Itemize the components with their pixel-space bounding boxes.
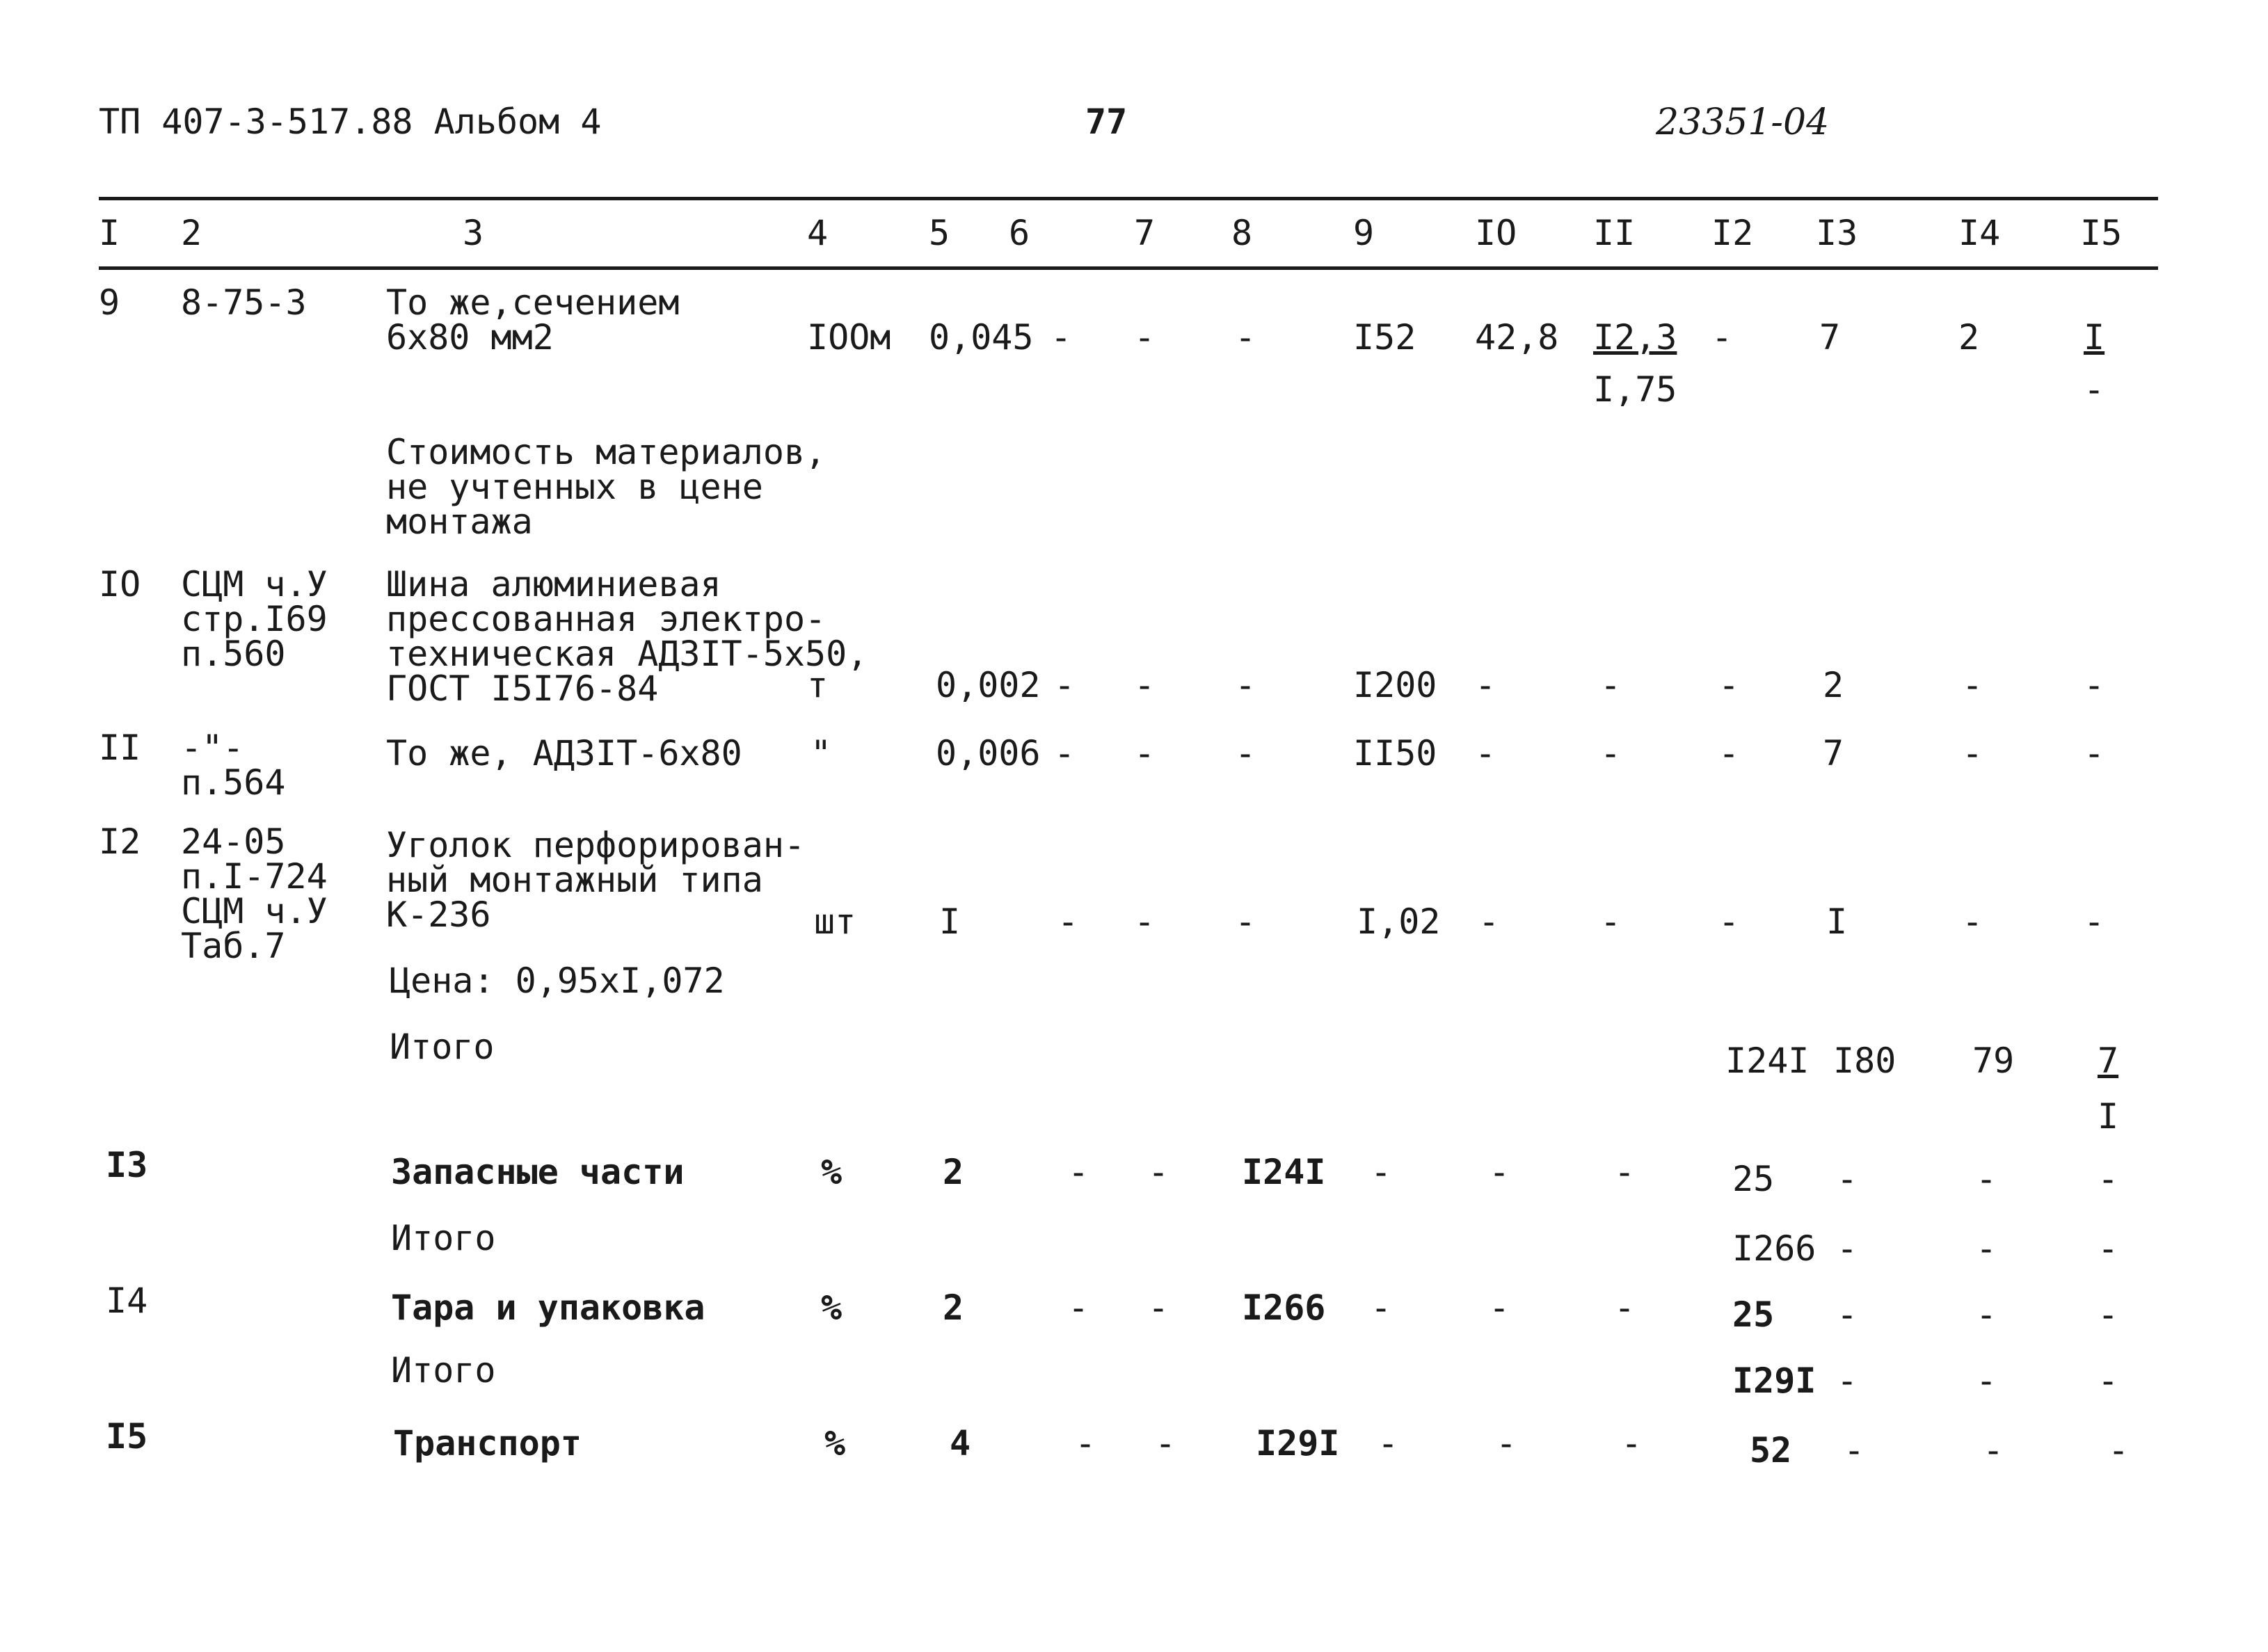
row-12-col15: - <box>2084 901 2105 942</box>
subtotal-1-col15-second: I <box>2098 1096 2119 1137</box>
subtotal-1-label: Итого <box>390 1027 495 1067</box>
row-15-col5: 4 <box>950 1423 971 1463</box>
column-header-10: IO <box>1475 213 1517 253</box>
document-reference: ТП 407-3-517.88 Альбом 4 <box>99 102 602 142</box>
row-15-col14: - <box>1983 1430 2004 1470</box>
row-15-col15: - <box>2108 1430 2130 1470</box>
subtotal-2-col12: I266 <box>1732 1228 1816 1269</box>
row-9-col10: 42,8 <box>1475 317 1559 358</box>
row-11-col13: 7 <box>1823 733 1844 773</box>
column-header-11: II <box>1593 213 1636 253</box>
column-header-9: 9 <box>1353 213 1375 253</box>
column-header-15: I5 <box>2080 213 2123 253</box>
row-12-col7: - <box>1134 901 1156 942</box>
column-header-14: I4 <box>1958 213 2001 253</box>
row-12-col11: - <box>1600 901 1622 942</box>
row-13-unit: % <box>821 1152 842 1192</box>
row-11-code: -"- п.564 <box>181 728 286 803</box>
row-14-col12: 25 <box>1732 1294 1775 1335</box>
column-header-12: I2 <box>1711 213 1754 253</box>
row-15-col12: 52 <box>1750 1430 1792 1470</box>
row-12-col12: - <box>1718 901 1740 942</box>
row-15-col13: - <box>1844 1430 1865 1470</box>
row-10-col6: - <box>1054 665 1076 705</box>
row-11-col12: - <box>1718 733 1740 773</box>
row-12-col13: I <box>1826 901 1848 942</box>
column-header-4: 4 <box>807 213 829 253</box>
row-10-col14: - <box>1962 665 1983 705</box>
row-10-number: IO <box>99 564 141 604</box>
row-13-col9: - <box>1371 1152 1392 1192</box>
subtotal-1-col14: 79 <box>1972 1041 2015 1081</box>
subtotal-3-col13: - <box>1837 1361 1858 1401</box>
row-9-col8: - <box>1235 317 1256 358</box>
row-12-description: Уголок перфорирован- ный монтажный типа К-236 <box>386 825 806 935</box>
row-9-col15: I <box>2084 317 2105 358</box>
row-10-col9: I200 <box>1353 665 1437 705</box>
column-header-3: 3 <box>463 213 484 253</box>
row-10-code: СЦМ ч.У стр.I69 п.560 <box>181 564 328 674</box>
row-15-col9: - <box>1377 1423 1399 1463</box>
row-9-col11-second: I,75 <box>1593 369 1677 410</box>
row-10-col15: - <box>2084 665 2105 705</box>
row-10-col13: 2 <box>1823 665 1844 705</box>
subtotal-3-label: Итого <box>391 1350 496 1390</box>
row-9-description: То же,сечением 6х80 мм2 <box>386 282 680 358</box>
inventory-number: 23351-04 <box>1656 102 1830 143</box>
row-12-col9: I,02 <box>1357 901 1441 942</box>
row-13-col10: - <box>1489 1152 1510 1192</box>
row-13-col11: - <box>1614 1152 1636 1192</box>
row-11-col9: II50 <box>1353 733 1437 773</box>
row-14-col8: I266 <box>1242 1288 1326 1328</box>
row-11-number: II <box>99 728 141 768</box>
row-14-col14: - <box>1976 1294 1997 1335</box>
subtotal-1-col15: 7 <box>2098 1041 2119 1081</box>
row-9-col5: 0,045 <box>929 317 1034 358</box>
row-9-col7: - <box>1134 317 1156 358</box>
row-14-col7: - <box>1148 1288 1169 1328</box>
row-11-col15: - <box>2084 733 2105 773</box>
row-10-unit: т <box>807 665 829 705</box>
row-14-col6: - <box>1068 1288 1089 1328</box>
row-12-unit: шт <box>814 901 856 942</box>
row-12-col10: - <box>1478 901 1500 942</box>
row-15-description: Транспорт <box>393 1423 582 1463</box>
row-12-col5: I <box>939 901 961 942</box>
column-header-5: 5 <box>929 213 950 253</box>
column-header-8: 8 <box>1231 213 1253 253</box>
row-9-code: 8-75-3 <box>181 282 307 323</box>
row-10-col8: - <box>1235 665 1256 705</box>
row-13-col6: - <box>1068 1152 1089 1192</box>
row-15-col6: - <box>1075 1423 1096 1463</box>
row-15-unit: % <box>824 1423 846 1463</box>
row-14-col15: - <box>2098 1294 2119 1335</box>
row-12-col14: - <box>1962 901 1983 942</box>
row-13-col12: 25 <box>1732 1159 1775 1199</box>
column-header-2: 2 <box>181 213 202 253</box>
row-11-col14: - <box>1962 733 1983 773</box>
price-note: Цена: 0,95хI,072 <box>390 961 725 1001</box>
row-13-col7: - <box>1148 1152 1169 1192</box>
subtotal-2-col14: - <box>1976 1228 1997 1269</box>
subtotal-1-col12: I24I <box>1725 1041 1810 1081</box>
subtotal-3-col15: - <box>2098 1361 2119 1401</box>
row-9-col13: 7 <box>1819 317 1841 358</box>
row-10-col5: 0,002 <box>936 665 1041 705</box>
row-10-col12: - <box>1718 665 1740 705</box>
row-15-col7: - <box>1155 1423 1176 1463</box>
subtotal-2-label: Итого <box>391 1218 496 1258</box>
table-header-rule <box>99 266 2158 270</box>
row-11-col11: - <box>1600 733 1622 773</box>
row-10-col11: - <box>1600 665 1622 705</box>
row-14-description: Тара и упаковка <box>391 1288 705 1328</box>
row-12-col6: - <box>1057 901 1079 942</box>
subtotal-2-col15: - <box>2098 1228 2119 1269</box>
row-15-col11: - <box>1621 1423 1643 1463</box>
column-header-7: 7 <box>1134 213 1156 253</box>
row-11-col7: - <box>1134 733 1156 773</box>
row-11-unit: " <box>810 733 832 773</box>
row-13-col15: - <box>2098 1159 2119 1199</box>
row-15-number: I5 <box>106 1416 148 1457</box>
column-header-13: I3 <box>1816 213 1858 253</box>
row-9-col6: - <box>1051 317 1072 358</box>
row-9-col9: I52 <box>1353 317 1416 358</box>
subtotal-2-col13: - <box>1837 1228 1858 1269</box>
row-9-unit: IOOм <box>807 317 891 358</box>
row-10-col10: - <box>1475 665 1496 705</box>
row-14-col10: - <box>1489 1288 1510 1328</box>
subtotal-3-col14: - <box>1976 1361 1997 1401</box>
row-14-col11: - <box>1614 1288 1636 1328</box>
row-9-col14: 2 <box>1958 317 1980 358</box>
row-13-col5: 2 <box>943 1152 964 1192</box>
row-11-col8: - <box>1235 733 1256 773</box>
row-11-col10: - <box>1475 733 1496 773</box>
materials-cost-note: Стоимость материалов, не учтенных в цене монтажа <box>386 432 826 542</box>
row-12-col8: - <box>1235 901 1256 942</box>
row-9-number: 9 <box>99 282 120 323</box>
row-13-col13: - <box>1837 1159 1858 1199</box>
subtotal-1-col13: I80 <box>1833 1041 1896 1081</box>
row-10-description: Шина алюминиевая прессованная электро- техническая АДЗIТ-5х50, ГОСТ I5I76-84 <box>386 564 868 709</box>
row-14-unit: % <box>821 1288 842 1328</box>
row-14-col5: 2 <box>943 1288 964 1328</box>
row-11-col5: 0,006 <box>936 733 1041 773</box>
row-12-number: I2 <box>99 821 141 862</box>
row-13-description: Запасные части <box>391 1152 685 1192</box>
column-header-6: 6 <box>1009 213 1030 253</box>
column-header-1: I <box>99 213 120 253</box>
row-14-number: I4 <box>106 1281 148 1321</box>
table-top-rule <box>99 197 2158 200</box>
row-14-col13: - <box>1837 1294 1858 1335</box>
row-11-col6: - <box>1054 733 1076 773</box>
row-13-col8: I24I <box>1242 1152 1326 1192</box>
row-11-description: То же, АДЗIТ-6х80 <box>386 733 742 773</box>
row-10-col7: - <box>1134 665 1156 705</box>
row-15-col8: I29I <box>1256 1423 1340 1463</box>
row-13-number: I3 <box>106 1145 148 1185</box>
row-13-col14: - <box>1976 1159 1997 1199</box>
row-9-col12: - <box>1711 317 1733 358</box>
page-number: 77 <box>1085 102 1128 142</box>
row-9-col15-second: - <box>2084 369 2105 410</box>
row-12-code: 24-05 п.I-724 СЦМ ч.У Таб.7 <box>181 821 328 966</box>
row-15-col10: - <box>1496 1423 1517 1463</box>
row-14-col9: - <box>1371 1288 1392 1328</box>
subtotal-3-col12: I29I <box>1732 1361 1816 1401</box>
row-9-col11: I2,3 <box>1593 317 1677 358</box>
